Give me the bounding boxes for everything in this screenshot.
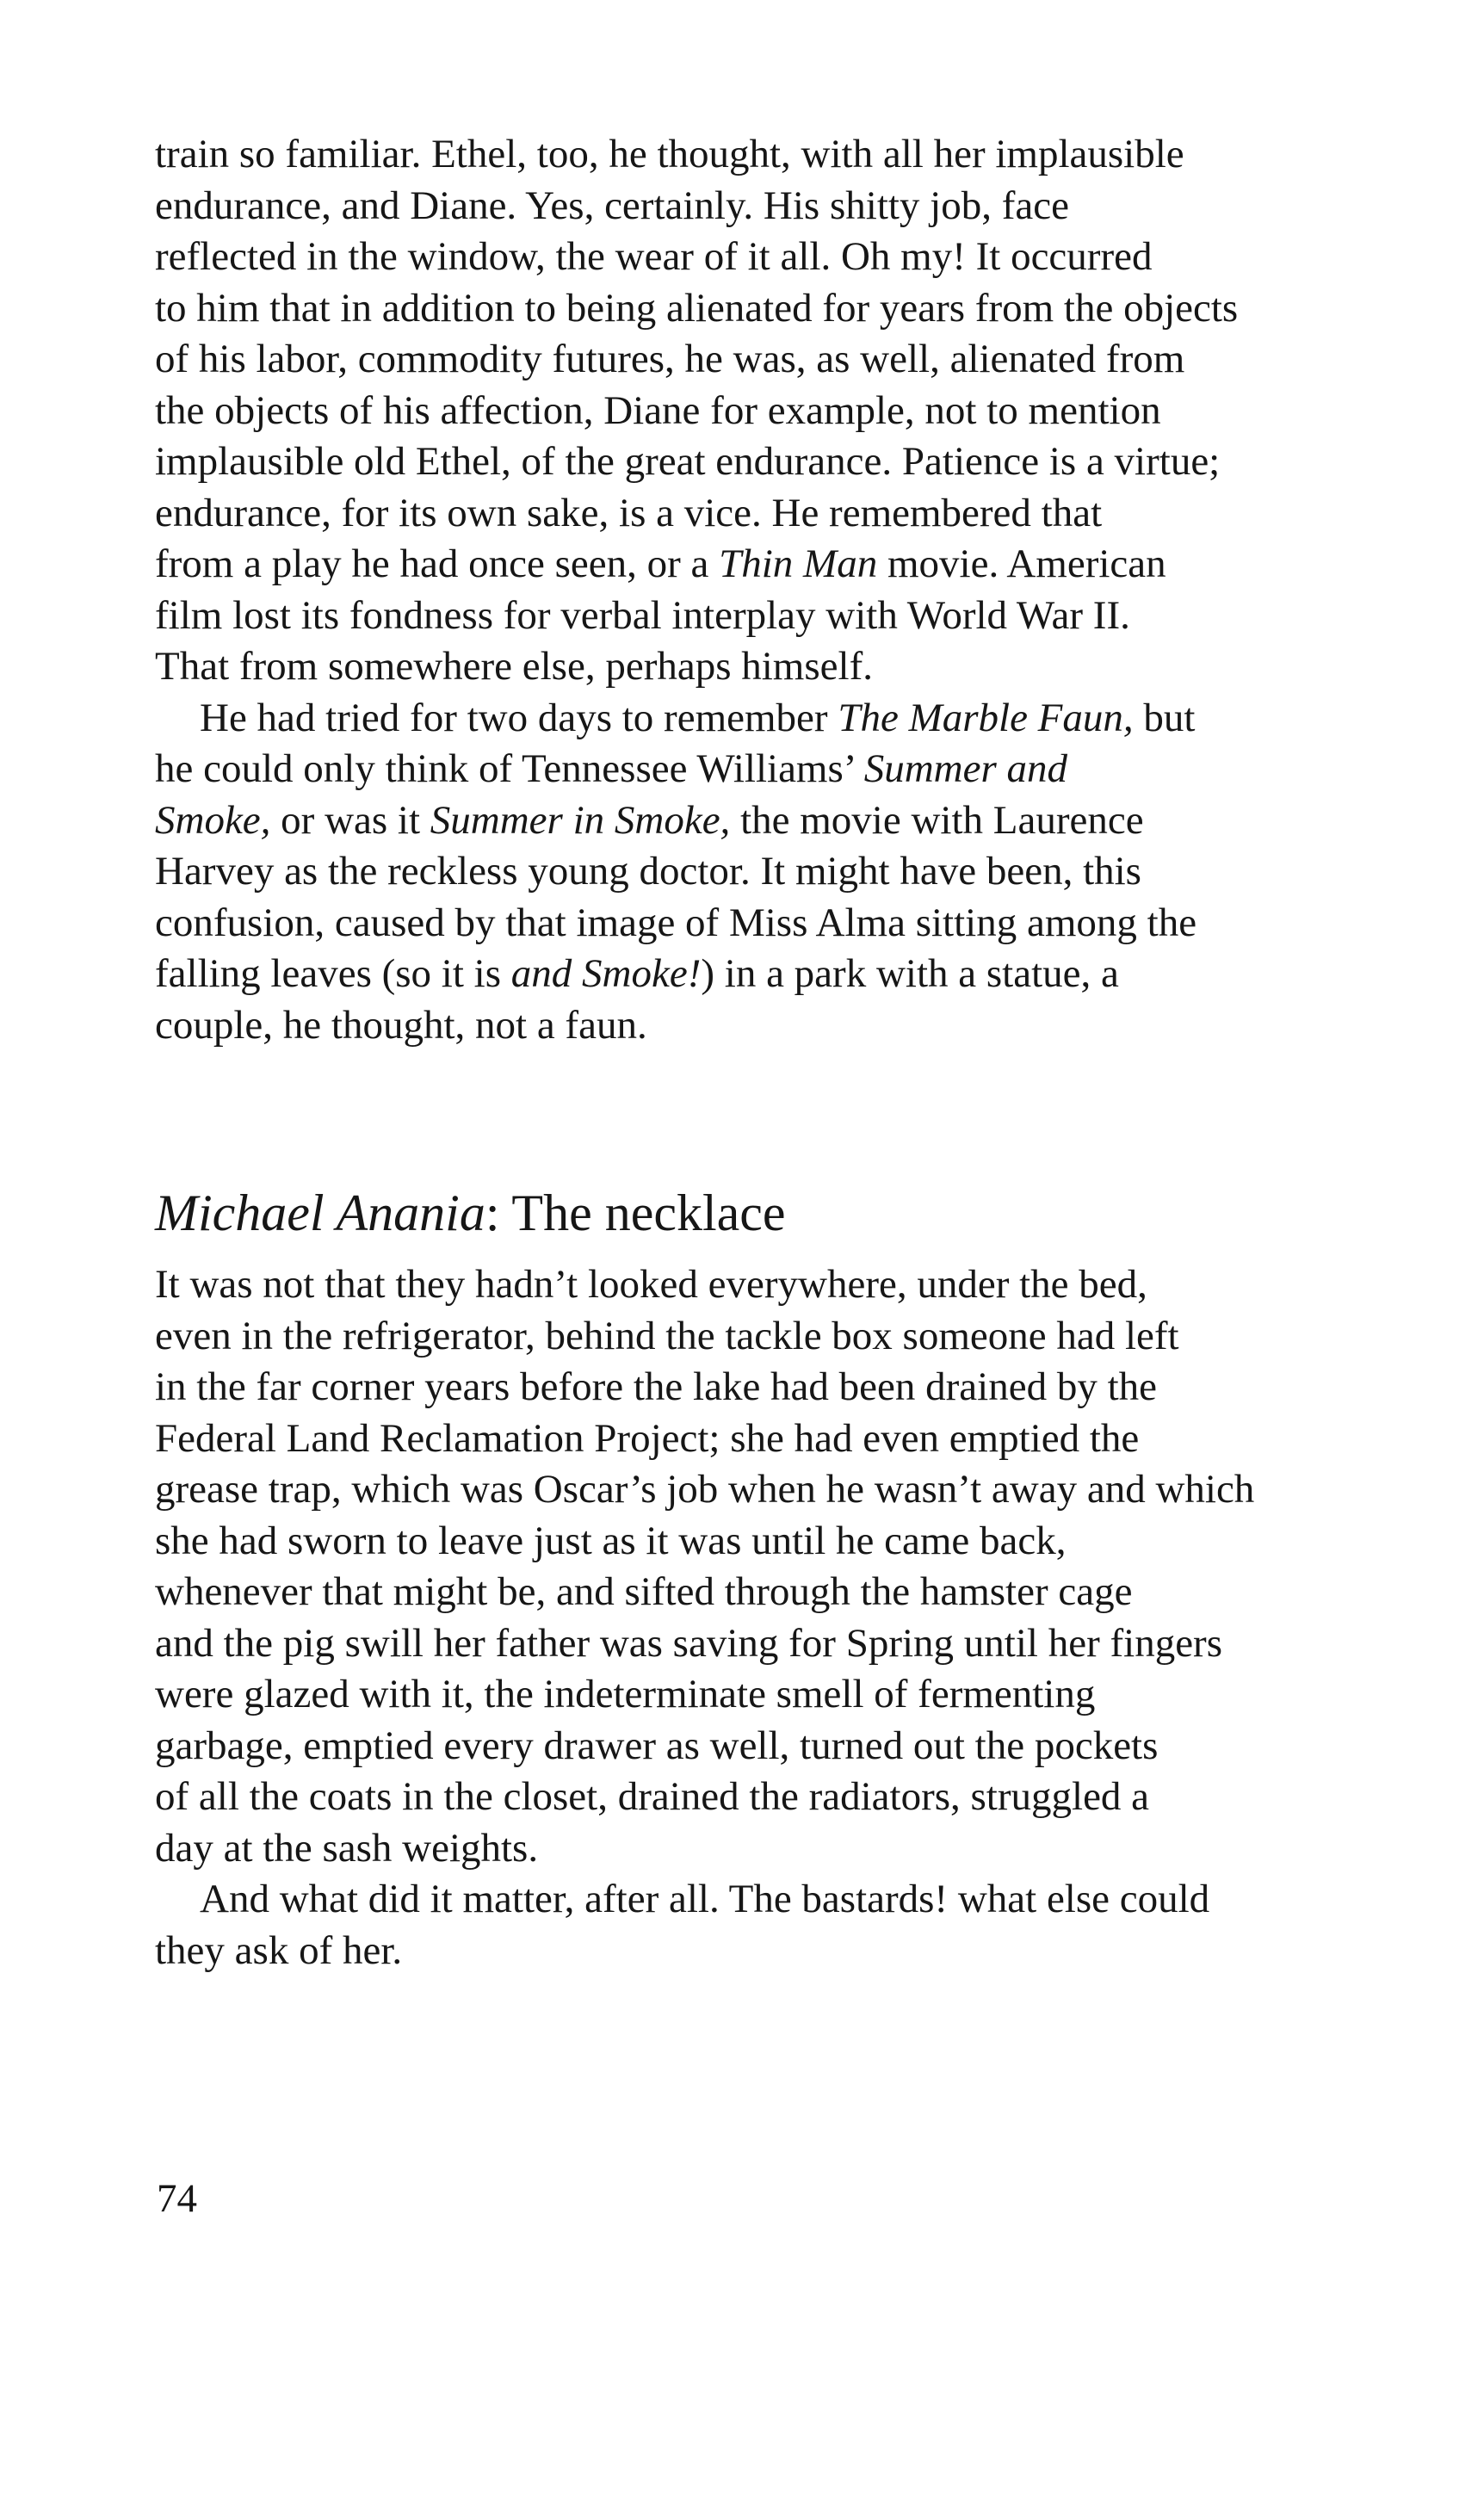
play-title: Summer and bbox=[863, 746, 1067, 791]
text-line: And what did it matter, after all. The bastards! what else could bbox=[200, 1877, 1210, 1921]
text-line: confusion, caused by that image of Miss Alma sitting among the bbox=[155, 900, 1197, 945]
text-run: falling leaves (so it is bbox=[155, 951, 511, 996]
text-line bbox=[155, 795, 1360, 847]
text-line bbox=[155, 949, 1360, 1000]
text-line: day at the sash weights. bbox=[155, 1825, 539, 1871]
text-line: Harvey as the reckless young doctor. It might have been, this bbox=[155, 849, 1141, 894]
book-title: The Marble Faun, bbox=[838, 695, 1134, 740]
text-line: of his labor, commodity futures, he was, as well, alienated from bbox=[155, 337, 1185, 381]
heading-separator: : bbox=[485, 1184, 512, 1241]
text-line: garbage, emptied every drawer as well, turned out the pockets bbox=[155, 1723, 1159, 1768]
text-run: or was it bbox=[270, 797, 430, 843]
text-run: the movie with Laurence bbox=[730, 797, 1144, 843]
text-line bbox=[155, 539, 1360, 591]
text-line: they ask of her. bbox=[155, 1927, 403, 1973]
text-line: and the pig swill her father was saving for Spring until her fingers bbox=[155, 1620, 1222, 1666]
emphasis: and Smoke! bbox=[510, 951, 702, 996]
text-line bbox=[155, 693, 1360, 745]
text-line: even in the refrigerator, behind the tackle box someone had left bbox=[155, 1313, 1179, 1358]
story-heading bbox=[155, 1182, 1360, 1244]
text-line: implausible old Ethel, of the great endurance. Patience is a virtue; bbox=[155, 439, 1221, 484]
story-title: The necklace bbox=[511, 1184, 786, 1241]
paragraph bbox=[155, 1259, 1360, 1874]
film-title: Summer in Smoke, bbox=[430, 797, 731, 843]
page-number: 74 bbox=[157, 2176, 197, 2221]
paragraph bbox=[155, 693, 1360, 1052]
text-line: film lost its fondness for verbal interplay with World War II. bbox=[155, 592, 1130, 638]
text-run: He had tried for two days to remember bbox=[200, 695, 838, 740]
text-line: she had sworn to leave just as it was until he came back, bbox=[155, 1518, 1067, 1563]
text-line: whenever that might be, and sifted through the hamster cage bbox=[155, 1569, 1133, 1614]
text-run: ) in a park with a statue, a bbox=[701, 951, 1119, 996]
text-line: were glazed with it, the indeterminate smell of fermenting bbox=[155, 1672, 1096, 1716]
text-line: reflected in the window, the wear of it all. Oh my! It occurred bbox=[155, 234, 1153, 279]
text-line: in the far corner years before the lake had been drained by the bbox=[155, 1364, 1157, 1409]
text-line: train so familiar. Ethel, too, he thought, with all her implausible bbox=[155, 132, 1184, 176]
text-run: he could only think of Tennessee Williams’ bbox=[155, 746, 864, 791]
text-line: the objects of his affection, Diane for example, not to mention bbox=[155, 387, 1161, 433]
text-line: couple, he thought, not a faun. bbox=[155, 1002, 647, 1048]
text-line: That from somewhere else, perhaps himself. bbox=[155, 644, 873, 689]
text-line: to him that in addition to being alienated for years from the objects bbox=[155, 285, 1239, 331]
text-line: Federal Land Reclamation Project; she had even emptied the bbox=[155, 1415, 1140, 1461]
text-line: endurance, and Diane. Yes, certainly. His shitty job, face bbox=[155, 182, 1069, 228]
text-line: It was not that they hadn’t looked everywhere, under the bed, bbox=[155, 1262, 1147, 1307]
paragraph bbox=[155, 129, 1360, 693]
text-run: but bbox=[1133, 695, 1196, 740]
text-run: from a play he had once seen, or a bbox=[155, 541, 720, 586]
text-run: movie. American bbox=[877, 541, 1166, 586]
text-line: grease trap, which was Oscar’s job when he wasn’t away and which bbox=[155, 1467, 1255, 1512]
page-body bbox=[155, 129, 1360, 1976]
paragraph bbox=[155, 1874, 1360, 1976]
play-title: Smoke, bbox=[155, 797, 271, 843]
film-title: Thin Man bbox=[719, 541, 878, 586]
text-line bbox=[155, 744, 1360, 795]
section-gap bbox=[155, 1051, 1360, 1182]
text-line: endurance, for its own sake, is a vice. He remembered that bbox=[155, 490, 1103, 535]
story-author: Michael Anania bbox=[155, 1184, 485, 1241]
text-line: of all the coats in the closet, drained the radiators, struggled a bbox=[155, 1774, 1150, 1819]
